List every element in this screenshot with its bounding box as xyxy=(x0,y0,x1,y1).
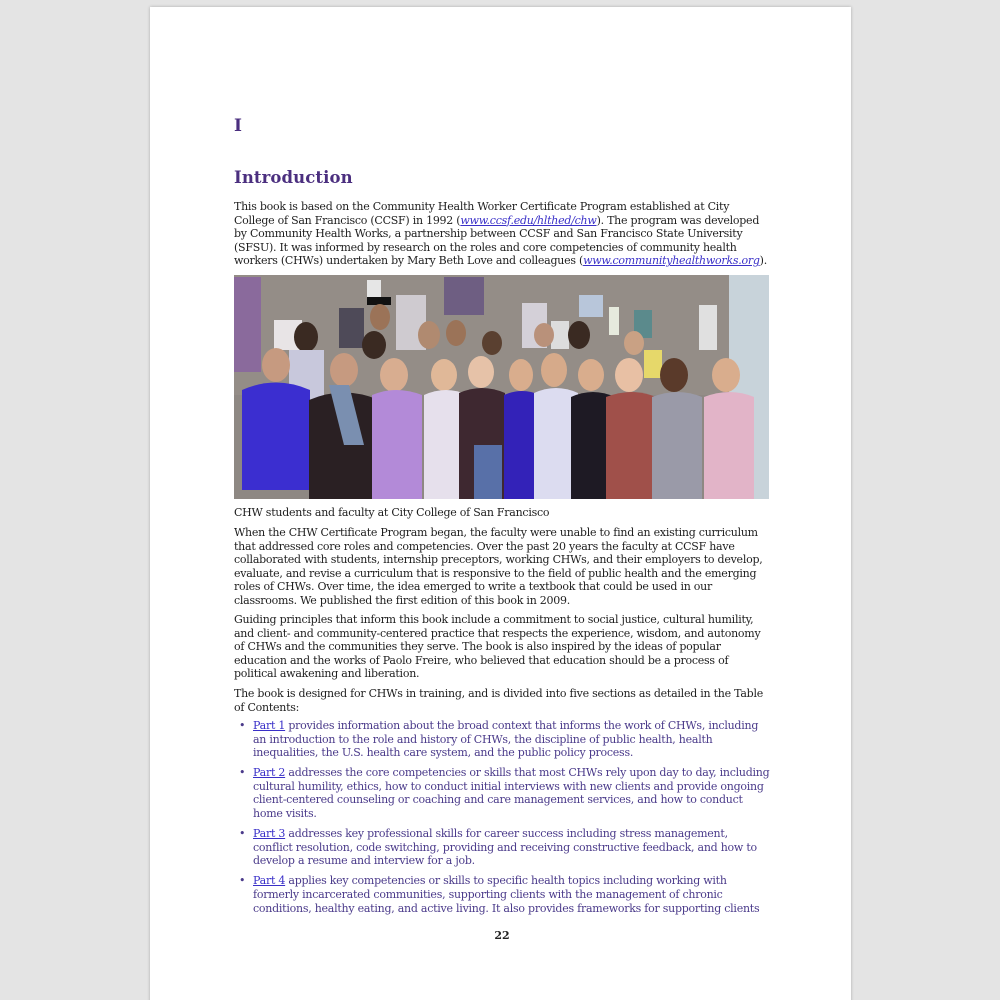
intro-paragraph xyxy=(234,200,770,268)
page-title: Introduction xyxy=(234,168,353,187)
part-1-description: provides information about the broad context that informs the work of CHWs, including an introduction to the role and history of CHWs, the discipline of public health, health inequalities, the U.S. health care system, and the public policy process. xyxy=(253,719,759,760)
ccsf-link[interactable]: www.ccsf.edu/hlthed/chw xyxy=(460,213,597,227)
part-4-description: applies key competencies or skills to specific health topics including working with formerly incarcerated communities, supporting clients with the management of chronic conditions, healthy eating, and active living. It also provides frameworks for supporting clients xyxy=(253,874,760,915)
bullet-icon: • xyxy=(239,719,246,732)
photo-caption: CHW students and faculty at City College of San Francisco xyxy=(234,506,550,519)
list-item-part-1 xyxy=(234,719,770,760)
list-item-part-3 xyxy=(234,827,770,868)
part-3-description: addresses key professional skills for career success including stress management, conflict resolution, code switching, providing and receiving constructive feedback, and how to develop a resume and interview for a job. xyxy=(253,827,757,868)
part-2-description: addresses the core competencies or skills that most CHWs rely upon day to day, including cultural humility, ethics, how to conduct initial interviews with new clients and provide ongoing client-centered counseling or coaching and care management services, and how to conduct home visits. xyxy=(253,766,770,821)
intro-text-1: This book is based on the Community Health Worker Certificate Program established at City College of San Francisco (CCSF) in 1992 ( xyxy=(234,200,730,227)
principles-paragraph: Guiding principles that inform this book include a commitment to social justice, cultural humility, and client- and community-centered practice that respects the experience, wisdom, and autonomy of CHWs and the communities they serve. The book is also inspired by the ideas of popular education and the works of Paolo Freire, who believed that education should be a process of political awakening and liberation. xyxy=(234,613,761,681)
list-item-part-2 xyxy=(234,766,770,820)
group-photo-image xyxy=(234,275,769,499)
part-4-link[interactable]: Part 4 xyxy=(253,874,286,888)
bullet-icon: • xyxy=(239,766,246,780)
part-1-link[interactable]: Part 1 xyxy=(253,719,286,732)
group-photo xyxy=(234,275,769,499)
list-item-part-4 xyxy=(234,874,770,915)
part-number-heading: I xyxy=(234,116,242,136)
intro-text-2: ). The program was developed by Community Health Works, a partnership between CCSF and San Francisco State University (SFSU). It was informed by research on the roles and core competencies of community health workers (CHWs) undertaken by Mary Beth Love and colleagues ( xyxy=(234,213,760,268)
part-3-link[interactable]: Part 3 xyxy=(253,827,286,841)
page-number: 22 xyxy=(494,929,510,942)
history-paragraph: When the CHW Certificate Program began, the faculty were unable to find an existing curriculum that addressed core roles and competencies. Over the past 20 years the faculty at CCSF have collaborated with students, internship preceptors, working CHWs, and their employers to develop, evaluate, and revise a curriculum that is responsive to the field of public health and the emerging roles of CHWs. Over time, the idea emerged to write a textbook that could be used in our classrooms. We published the first edition of this book in 2009. xyxy=(234,526,763,607)
bullet-icon: • xyxy=(239,827,246,841)
bullet-icon: • xyxy=(239,874,246,888)
document-page xyxy=(150,7,851,1000)
structure-paragraph: The book is designed for CHWs in training, and is divided into five sections as detailed in the Table of Contents: xyxy=(234,687,763,714)
intro-text-3: ). xyxy=(759,254,767,268)
part-2-link[interactable]: Part 2 xyxy=(253,766,286,780)
community-health-works-link[interactable]: www.communityhealthworks.org xyxy=(583,254,760,268)
parts-list xyxy=(234,719,770,922)
